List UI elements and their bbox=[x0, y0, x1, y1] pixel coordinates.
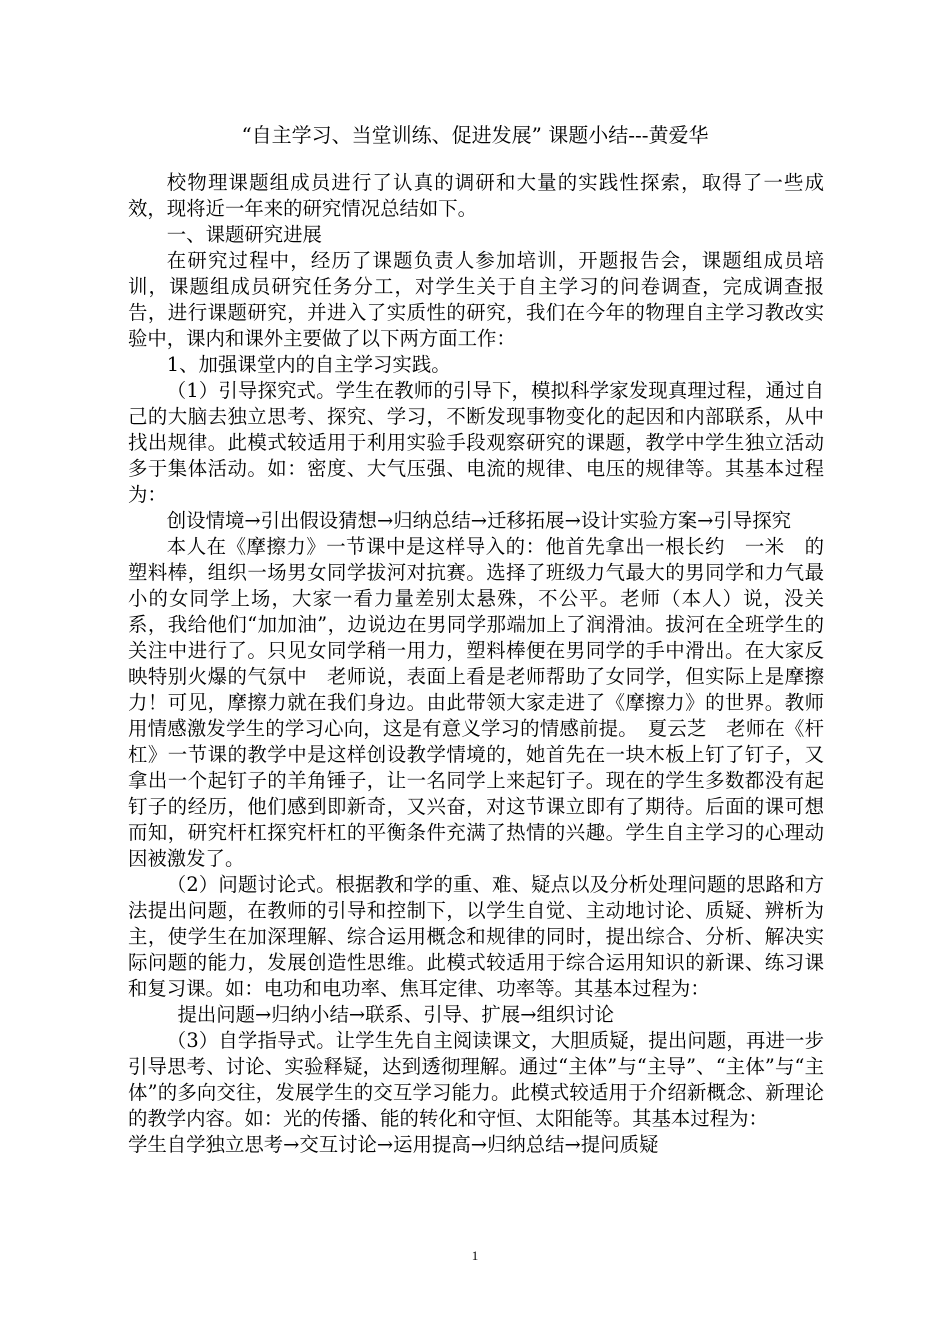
mode3-paragraph: （3）自学指导式。让学生先自主阅读课文，大胆质疑，提出问题，再进一步引导思考、讨论、实验释疑，达到透彻理解。通过“主体”与“主导”、“主体”与“主体”的多向交往，发展学生的交互学习能力。此模式较适用于介绍新概念、新理论的教学内容。如：光的传播、能的转化和守恒、太阳能等。其基本过程为： bbox=[128, 1029, 824, 1130]
mode2-process-flow: 提出问题→归纳小结→联系、引导、扩展→组织讨论 bbox=[177, 1003, 615, 1026]
page-number: 1 bbox=[471, 1248, 479, 1263]
mode3-process-flow: 学生自学独立思考→交互讨论→运用提高→归纳总结→提问质疑 bbox=[128, 1133, 659, 1156]
example-paragraph: 本人在《摩擦力》一节课中是这样导入的：他首先拿出一根长约 一米 的塑料棒，组织一场男女同学拔河对抗赛。选择了班级力气最大的男同学和力气最小的女同学上场，大家一看力量差别太悬殊，不公平。老师（本人）说，没关系，我给他们“加加油”，边说边在男同学那端加上了润滑油。拔河在全班学生的关注中进行了。只见女同学稍一用力，塑料棒便在男同学的手中滑出。在大家反映特别火爆的气氛中 老师说，表面上看是老师帮助了女同学，但实际上是摩擦力！可见，摩擦力就在我们身边。由此带领大家走进了《摩擦力》的世界。教师用情感激发学生的学习心向，这是有意义学习的情感前提。 夏云芝 老师在《杆杠》一节课的教学中是这样创设教学情境的，她首先在一块木板上钉了钉子，又拿出一个起钉子的羊角锤子，让一名同学上来起钉子。现在的学生多数都没有起钉子的经历，他们感到即新奇，又兴奋，对这节课立即有了期待。后面的课可想而知，研究杆杠探究杆杠的平衡条件充满了热情的兴趣。学生自主学习的心理动因被激发了。 bbox=[128, 535, 824, 870]
item-heading: 1、加强课堂内的自主学习实践。 bbox=[166, 353, 451, 376]
document-title: “自主学习、当堂训练、促进发展” 课题小结---黄爱华 bbox=[241, 123, 709, 147]
section-body-paragraph: 在研究过程中，经历了课题负责人参加培训，开题报告会，课题组成员培训，课题组成员研究任务分工，对学生关于自主学习的问卷调查，完成调查报告，进行课题研究，并进入了实质性的研究，我们在今年的物理自主学习教改实验中，课内和课外主要做了以下两方面工作： bbox=[128, 249, 824, 350]
mode1-process-flow: 创设情境→引出假设猜想→归纳总结→迁移拓展→设计实验方案→引导探究 bbox=[166, 509, 791, 532]
mode1-paragraph: （1）引导探究式。学生在教师的引导下，模拟科学家发现真理过程，通过自己的大脑去独立思考、探究、学习，不断发现事物变化的起因和内部联系，从中找出规律。此模式较适用于利用实验手段观察研究的课题，教学中学生独立活动多于集体活动。如：密度、大气压强、电流的规律、电压的规律等。其基本过程为： bbox=[128, 379, 824, 506]
intro-paragraph: 校物理课题组成员进行了认真的调研和大量的实践性探索，取得了一些成效，现将近一年来的研究情况总结如下。 bbox=[128, 171, 824, 220]
section-heading: 一、课题研究进展 bbox=[166, 223, 322, 246]
document-body bbox=[128, 170, 824, 1158]
mode2-paragraph: （2）问题讨论式。根据教和学的重、难、疑点以及分析处理问题的思路和方法提出问题，在教师的引导和控制下，以学生自觉、主动地讨论、质疑、辨析为主，使学生在加深理解、综合运用概念和规律的同时，提出综合、分析、解决实际问题的能力，发展创造性思维。此模式较适用于综合运用知识的新课、练习课和复习课。如：电功和电功率、焦耳定律、功率等。其基本过程为： bbox=[128, 873, 824, 1000]
